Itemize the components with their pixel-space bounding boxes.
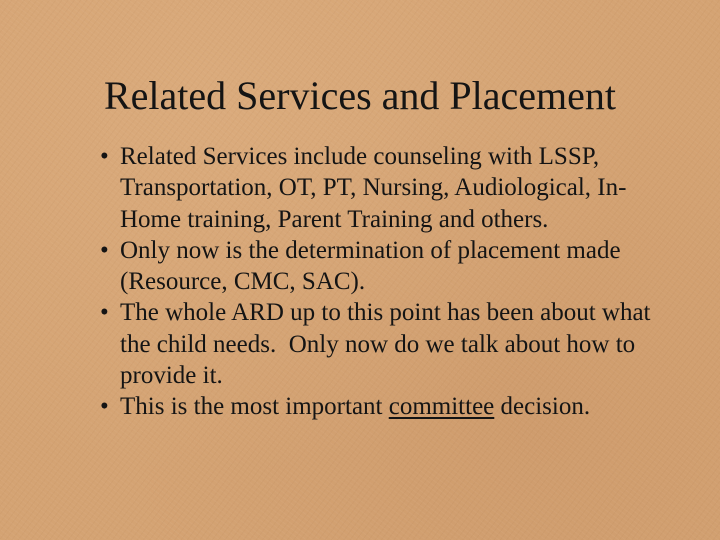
bullet-text-after: decision.: [494, 393, 591, 421]
slide-title: Related Services and Placement: [103, 73, 617, 118]
bullet-text: The whole ARD up to this point has been about what the child needs. Only now do we talk about how to provide it.: [120, 299, 657, 390]
bullet-marker: •: [100, 299, 109, 327]
bullet-marker: •: [100, 393, 109, 421]
bullet-item-ard: [100, 297, 680, 391]
bullet-marker: •: [100, 236, 109, 264]
bullet-item-related-services: [100, 141, 680, 235]
bullet-marker: •: [100, 143, 109, 170]
bullet-item-placement: [100, 235, 680, 298]
bullet-list: [100, 141, 680, 423]
bullet-item-decision: [100, 391, 680, 422]
bullet-text-before: This is the most important: [120, 393, 389, 421]
bullet-text: Related Services include counseling with LSSP, Transportation, OT, PT, Nursing, Audiological, In-Home training, Parent Training and others.: [120, 143, 627, 233]
bullet-text: Only now is the determination of placement made (Resource, CMC, SAC).: [120, 236, 621, 296]
committee-underlined-text: committee: [388, 393, 495, 421]
